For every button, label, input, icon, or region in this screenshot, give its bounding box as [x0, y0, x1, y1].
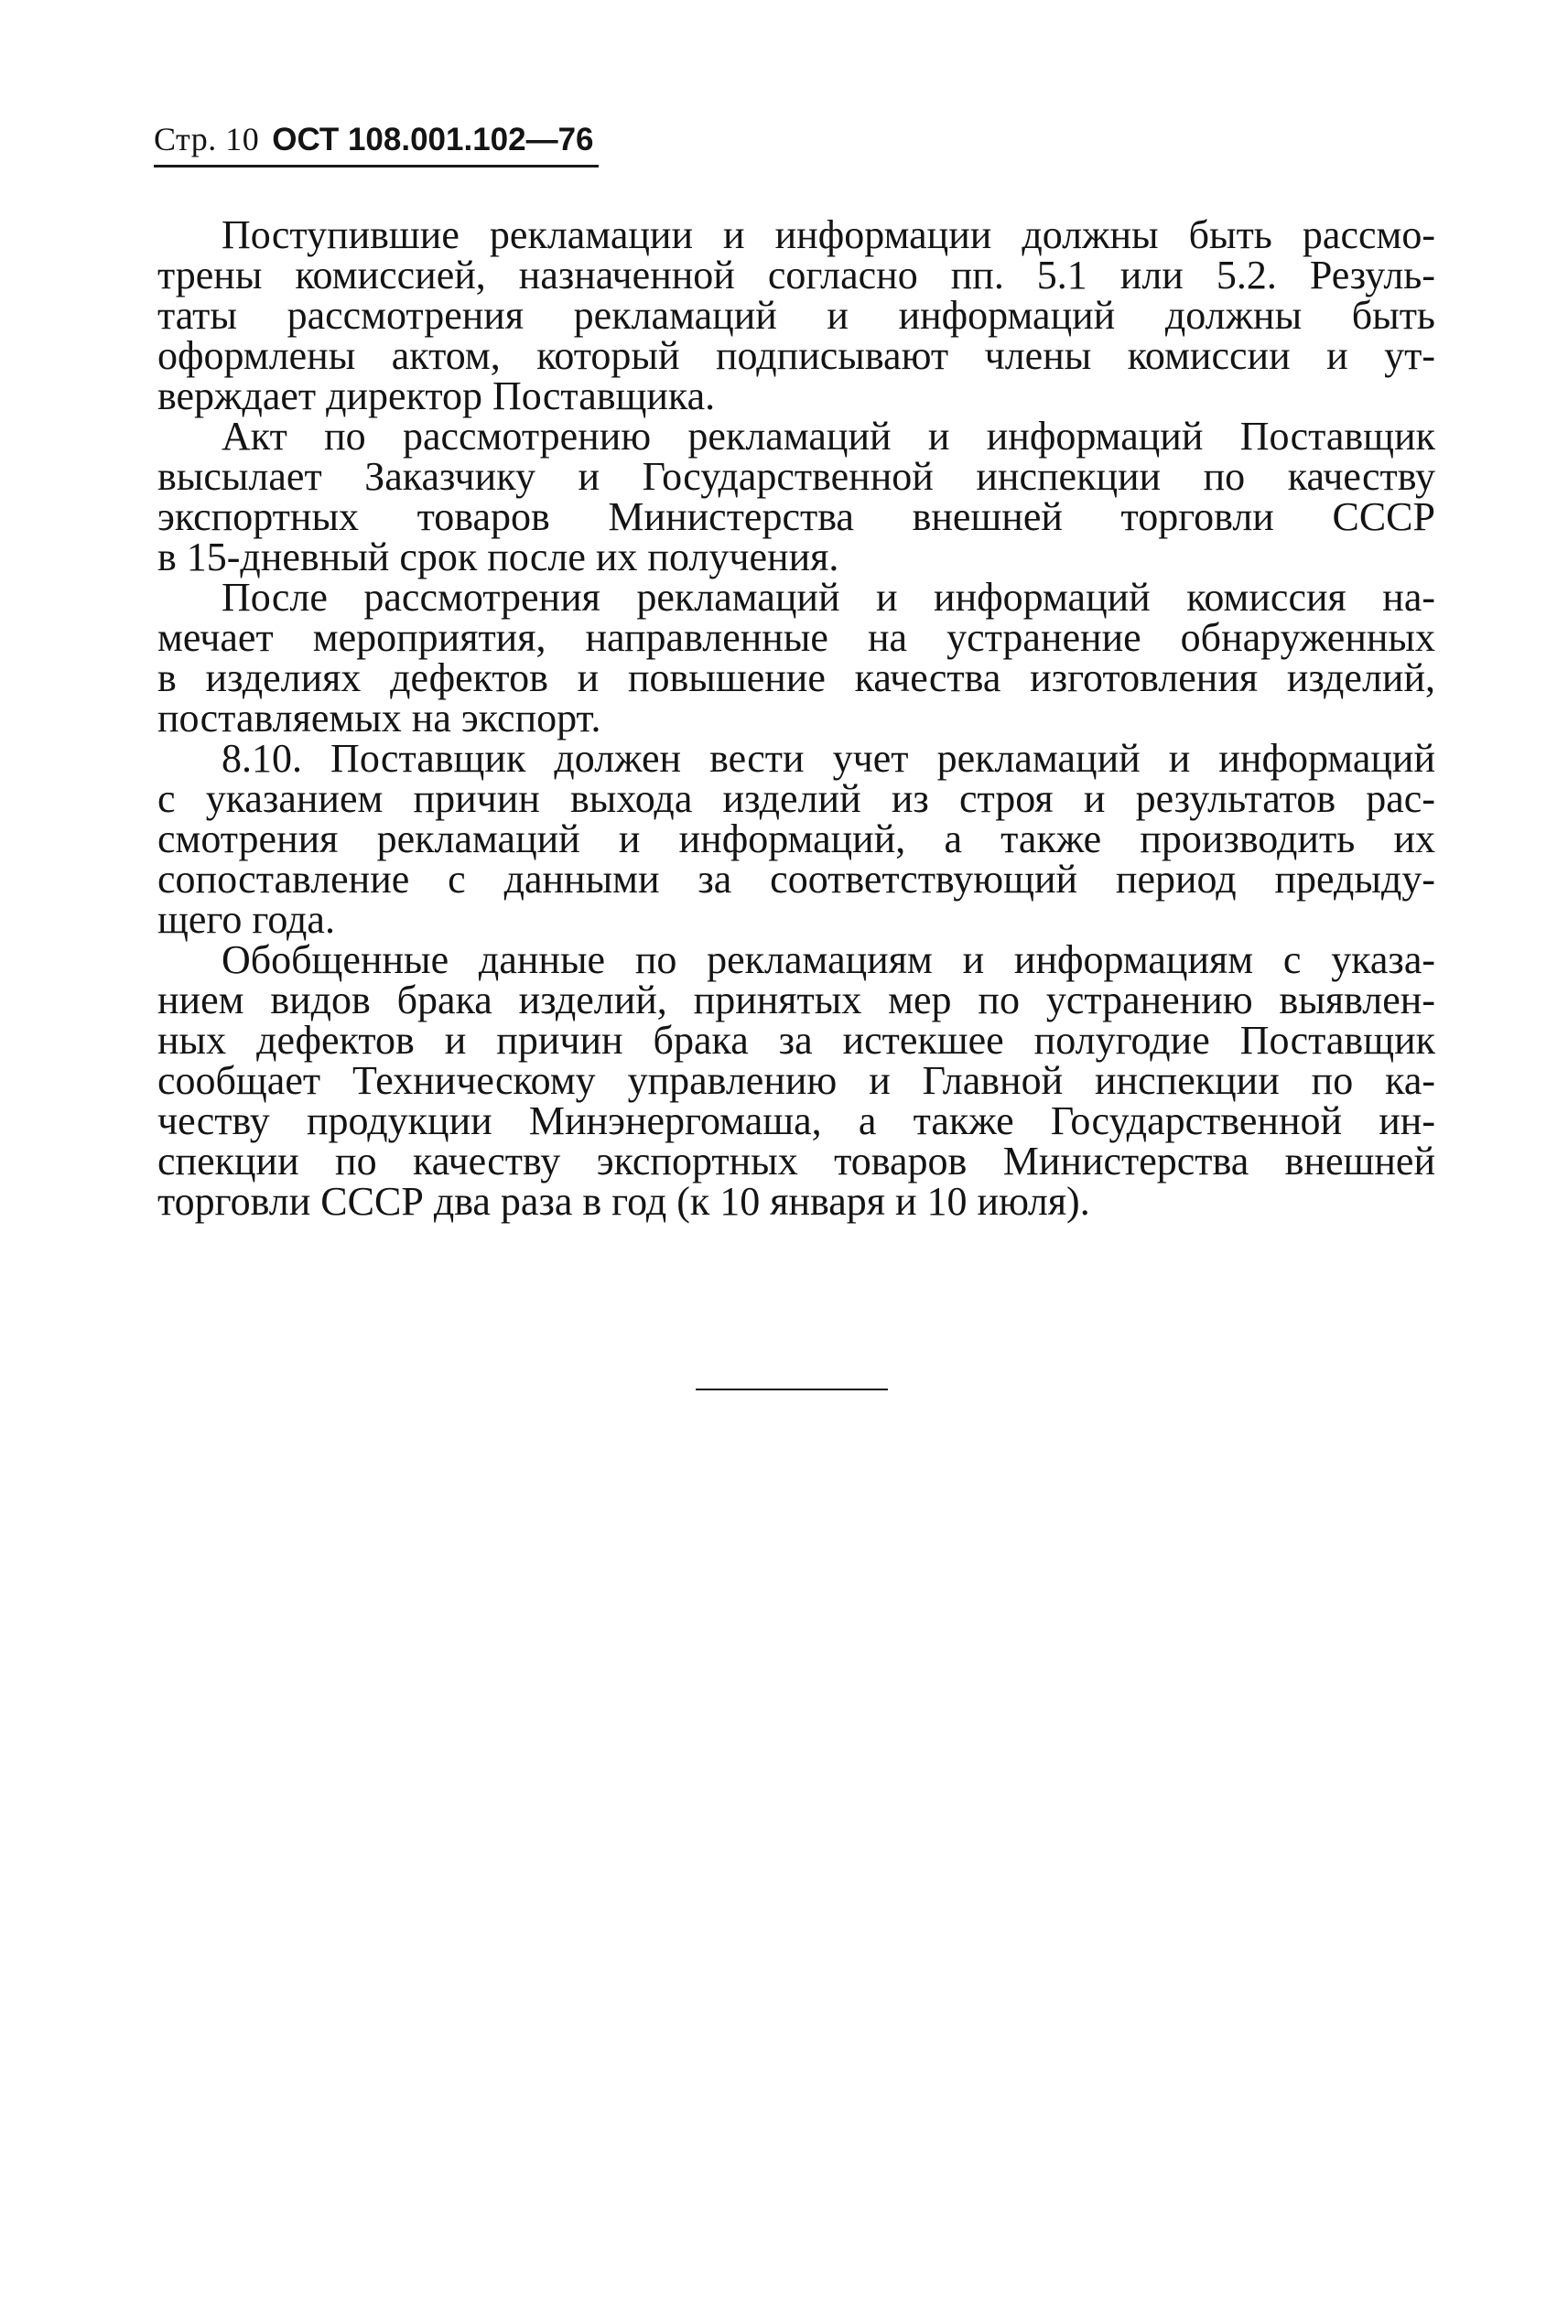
- text-line: мечает мероприятия, направленные на устранение обнаруженных: [157, 615, 1435, 660]
- paragraph-claims-review: [157, 212, 1435, 418]
- text-line: таты рассмотрения рекламаций и информаций должны быть: [157, 293, 1435, 338]
- text-line: трены комиссией, назначенной согласно пп. 5.1 или 5.2. Резуль-: [157, 253, 1435, 297]
- text-line: После рассмотрения рекламаций и информаций комиссия на-: [222, 575, 1435, 620]
- text-line: Поступившие рекламации и информации должны быть рассмо-: [222, 212, 1435, 257]
- text-line: спекции по качеству экспортных товаров Министерства внешней: [157, 1139, 1435, 1184]
- text-line: экспортных товаров Министерства внешней торговли СССР: [157, 494, 1435, 539]
- text-line: смотрения рекламаций и информаций, а также производить их: [157, 816, 1435, 861]
- text-line: в 15-дневный срок после их получения.: [157, 535, 839, 579]
- text-line: высылает Заказчику и Государственной инспекции по качеству: [157, 454, 1435, 499]
- paragraph-measures: [157, 575, 1435, 740]
- standard-code: ОСТ 108.001.102—76: [272, 122, 594, 157]
- document-body: [157, 212, 1435, 1224]
- text-line: с указанием причин выхода изделий из строя и результатов рас-: [157, 776, 1435, 821]
- text-line: щего года.: [157, 897, 335, 942]
- end-of-section-rule: [696, 1389, 888, 1390]
- page-header: [154, 119, 594, 160]
- text-line: ных дефектов и причин брака за истекшее полугодие Поставщик: [157, 1018, 1435, 1063]
- text-line: сопоставление с данными за соответствующий период предыду-: [157, 857, 1435, 902]
- header-underline: [154, 165, 599, 168]
- text-line: сообщает Техническому управлению и Главной инспекции по ка-: [157, 1058, 1435, 1103]
- text-line: Обобщенные данные по рекламациям и информациям с указа-: [222, 937, 1435, 982]
- text-line: торговли СССР два раза в год (к 10 января и 10 июля).: [157, 1179, 1090, 1224]
- text-line: поставляемых на экспорт.: [157, 696, 601, 740]
- paragraph-clause-8-10: [157, 736, 1435, 942]
- text-line: честву продукции Минэнергомаша, а также Государственной ин-: [157, 1098, 1435, 1143]
- text-line: в изделиях дефектов и повышение качества изготовления изделий,: [157, 655, 1435, 700]
- page-number: Стр. 10: [154, 121, 260, 157]
- text-line: нием видов брака изделий, принятых мер по устранению выявлен-: [157, 978, 1435, 1022]
- text-line: оформлены актом, который подписывают члены комиссии и ут-: [157, 333, 1435, 378]
- paragraph-act-dispatch: [157, 416, 1435, 578]
- text-line: 8.10. Поставщик должен вести учет рекламаций и информаций: [222, 736, 1435, 781]
- paragraph-summary-data: [157, 937, 1435, 1224]
- text-line: верждает директор Поставщика.: [157, 373, 716, 418]
- text-line: Акт по рассмотрению рекламаций и информаций Поставщик: [222, 414, 1435, 459]
